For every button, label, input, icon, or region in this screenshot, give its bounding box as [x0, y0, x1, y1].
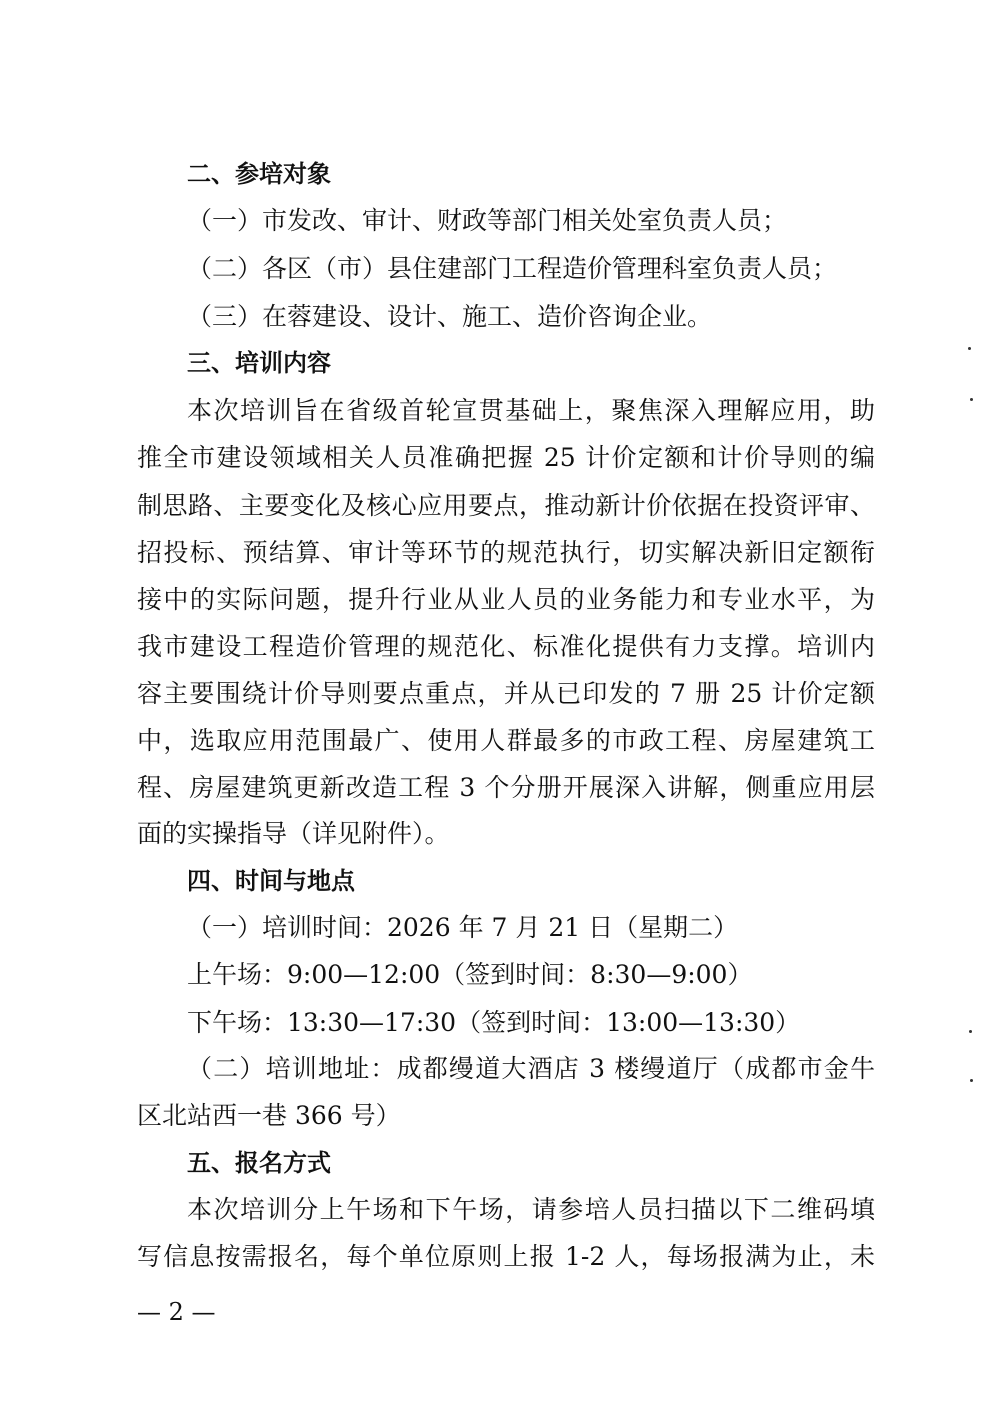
registration-paragraph-line: 本次培训分上午场和下午场，请参培人员扫描以下二维码填: [187, 1195, 875, 1224]
training-address-line-1: （二）培训地址：成都缦道大酒店 3 楼缦道厅（成都市金牛: [187, 1054, 875, 1083]
content-paragraph-line: 我市建设工程造价管理的规范化、标准化提供有力支撑。培训内: [137, 632, 875, 661]
scan-speck: [970, 1079, 973, 1082]
content-paragraph-line: 程、房屋建筑更新改造工程 3 个分册开展深入讲解，侧重应用层: [137, 773, 875, 802]
afternoon-session: 下午场：13:30—17:30（签到时间：13:00—13:30）: [187, 1008, 801, 1037]
training-address-line-2: 区北站西一巷 366 号）: [137, 1101, 401, 1130]
content-paragraph-line: 推全市建设领域相关人员准确把握 25 计价定额和计价导则的编: [137, 443, 875, 472]
section-heading-participants: 二、参培对象: [187, 160, 331, 188]
participant-item-2: （二）各区（市）县住建部门工程造价管理科室负责人员；: [187, 254, 838, 283]
participant-item-1: （一）市发改、审计、财政等部门相关处室负责人员；: [187, 206, 788, 235]
section-heading-time-place: 四、时间与地点: [187, 867, 355, 895]
content-paragraph-line: 面的实操指导（详见附件）。: [137, 819, 450, 848]
content-paragraph-line: 中，选取应用范围最广、使用人群最多的市政工程、房屋建筑工: [137, 726, 875, 755]
content-paragraph-line: 接中的实际问题，提升行业从业人员的业务能力和专业水平，为: [137, 585, 875, 614]
scan-speck: [968, 347, 971, 350]
content-paragraph-line: 容主要围绕计价导则要点重点，并从已印发的 7 册 25 计价定额: [137, 679, 875, 708]
content-paragraph-line: 招投标、预结算、审计等环节的规范执行，切实解决新旧定额衔: [137, 538, 875, 567]
participant-item-3: （三）在蓉建设、设计、施工、造价咨询企业。: [187, 302, 713, 331]
page-number: — 2 —: [137, 1298, 216, 1326]
morning-session: 上午场：9:00—12:00（签到时间：8:30—9:00）: [187, 960, 753, 989]
section-heading-registration: 五、报名方式: [187, 1149, 331, 1177]
scan-speck: [969, 1030, 972, 1033]
training-time: （一）培训时间：2026 年 7 月 21 日（星期二）: [187, 913, 739, 942]
content-paragraph-line: 制思路、主要变化及核心应用要点，推动新计价依据在投资评审、: [137, 491, 875, 520]
section-heading-content: 三、培训内容: [187, 349, 331, 377]
registration-paragraph-line: 写信息按需报名，每个单位原则上报 1-2 人，每场报满为止，未: [137, 1242, 875, 1271]
content-paragraph-line: 本次培训旨在省级首轮宣贯基础上，聚焦深入理解应用，助: [187, 396, 875, 425]
scan-speck: [970, 398, 973, 401]
